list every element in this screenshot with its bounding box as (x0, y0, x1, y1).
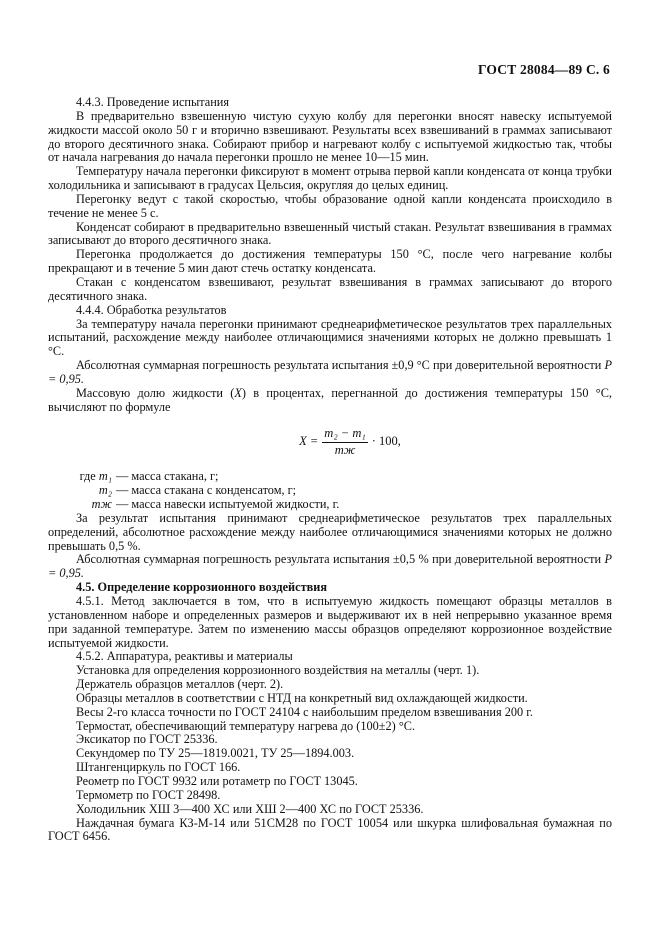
legend-row (48, 470, 612, 484)
legend-symbol: m₂ (98, 483, 112, 498)
paragraph: Перегонку ведут с такой скоростью, чтобы образование одной капли конденсата происходило в течение не менее 5 с. (48, 191, 612, 220)
paragraph (48, 359, 612, 387)
list-item: Термостат, обеспечивающий температуру нагрева до (100±2) °С. (76, 718, 416, 733)
section-heading: 4.5. Определение коррозионного воздействия (76, 580, 327, 595)
legend-prefix: где (79, 469, 99, 484)
paragraph-text: Массовую долю жидкости ( (76, 385, 235, 400)
legend-text: — масса стакана, г; (116, 469, 219, 484)
formula-numerator: m₂ − m₁ (322, 427, 367, 443)
paragraph: Конденсат собирают в предварительно взвешенный чистый стакан. Результат взвешивания в граммах записывают до второго десятичного знака. (48, 219, 612, 248)
section-heading: 4.4.4. Обработка результатов (76, 302, 227, 317)
variable-x: X (234, 385, 242, 400)
paragraph (48, 553, 612, 581)
legend-symbol: m₁ (98, 469, 112, 484)
paragraph: За температуру начала перегонки принимают среднеарифметическое результатов трех параллельных испытаний, расхождение между наиболее отличающимися значениями которых не должно превышать 1 °С. (48, 316, 612, 359)
list-item: Установка для определения коррозионного воздействия на металлы (черт. 1). (76, 663, 480, 678)
paragraph: Стакан с конденсатом взвешивают, результат взвешивания в граммах записывают до второго десятичного знака. (48, 274, 612, 303)
formula-lhs: X = (299, 434, 319, 449)
formula-fraction (322, 427, 367, 458)
section-heading: 4.4.3. Проведение испытания (76, 95, 230, 109)
list-item: Эксикатор по ГОСТ 25336. (76, 732, 218, 747)
paragraph (48, 387, 612, 415)
paragraph-text: ) в процентах, перегнанной до достижения температуры 150 °С, вычисляют по формуле (48, 385, 612, 414)
list-item: Реометр по ГОСТ 9932 или ротаметр по ГОСТ 13045. (76, 773, 358, 788)
legend-symbol: mж (91, 497, 112, 512)
paragraph: За результат испытания принимают среднеарифметическое результатов трех параллельных определений, абсолютное расхождение между наиболее отличающимися значениями которых не должно превышать 0,5 %. (48, 510, 612, 553)
list-item: Термометр по ГОСТ 28498. (76, 787, 221, 802)
document-body (48, 96, 612, 844)
list-item: Держатель образцов металлов (черт. 2). (76, 677, 284, 692)
list-item: Штангенциркуль по ГОСТ 166. (76, 760, 241, 775)
list-item: Холодильник ХШ 3—400 ХС или ХШ 2—400 ХС по ГОСТ 25336. (76, 801, 424, 816)
list-item: Образцы металлов в соответствии с НТД на конкретный вид охлаждающей жидкости. (76, 690, 528, 705)
probability-value: P = 0,95. (48, 552, 612, 581)
legend-text: — масса навески испытуемой жидкости, г. (116, 497, 340, 512)
section-heading: 4.5.2. Аппаратура, реактивы и материалы (76, 649, 293, 664)
page-header: ГОСТ 28084—89 С. 6 (477, 62, 610, 77)
paragraph-text: Абсолютная суммарная погрешность результата испытания ±0,5 % при доверительной вероятности (76, 552, 602, 567)
formula (88, 414, 612, 470)
probability-value: P = 0,95. (48, 358, 612, 386)
list-item: Наждачная бумага КЗ-М-14 или 51СМ28 по ГОСТ 10054 или шкурка шлифовальная бумажная по ГОСТ 6456. (48, 815, 612, 844)
paragraph: В предварительно взвешенную чистую сухую колбу для перегонки вносят навеску испытуемой жидкости массой около 50 г и вторично взвешивают. Результаты всех взвешиваний в граммах записывают до второго десятичного знака. Собирают прибор и нагревают колбу с испытуемой жидкостью так, чтобы от начала нагревания до начала перегонки прошло не менее 10—15 мин. (48, 108, 612, 165)
paragraph: 4.5.1. Метод заключается в том, что в испытуемую жидкость помещают образцы металлов в установленном наборе и определенных размеров и выдерживают их в ней непрерывно указанное время при заданной температуре. Затем по изменению массы образцов определяют коррозионное воздействие испытуемой жидкости. (48, 594, 612, 650)
formula-denominator: mж (334, 442, 356, 457)
paragraph: Температуру начала перегонки фиксируют в момент отрыва первой капли конденсата от конца трубки холодильника и записывают в градусах Цельсия, округляя до целых единиц. (48, 164, 612, 193)
list-item: Весы 2-го класса точности по ГОСТ 24104 с наибольшим пределом взвешивания 200 г. (76, 704, 533, 719)
legend-row (48, 484, 612, 498)
list-item: Секундомер по ТУ 25—1819.0021, ТУ 25—1894.003. (76, 746, 355, 761)
formula-tail: · 100, (371, 434, 401, 449)
legend-text: — масса стакана с конденсатом, г; (116, 483, 297, 498)
paragraph-text: Абсолютная суммарная погрешность результата испытания ±0,9 °С при доверительной вероятности (76, 358, 602, 373)
legend-row (48, 498, 612, 512)
paragraph: Перегонка продолжается до достижения температуры 150 °С, после чего нагревание колбы прекращают и в течение 5 мин дают стечь остатку конденсата. (48, 247, 612, 276)
